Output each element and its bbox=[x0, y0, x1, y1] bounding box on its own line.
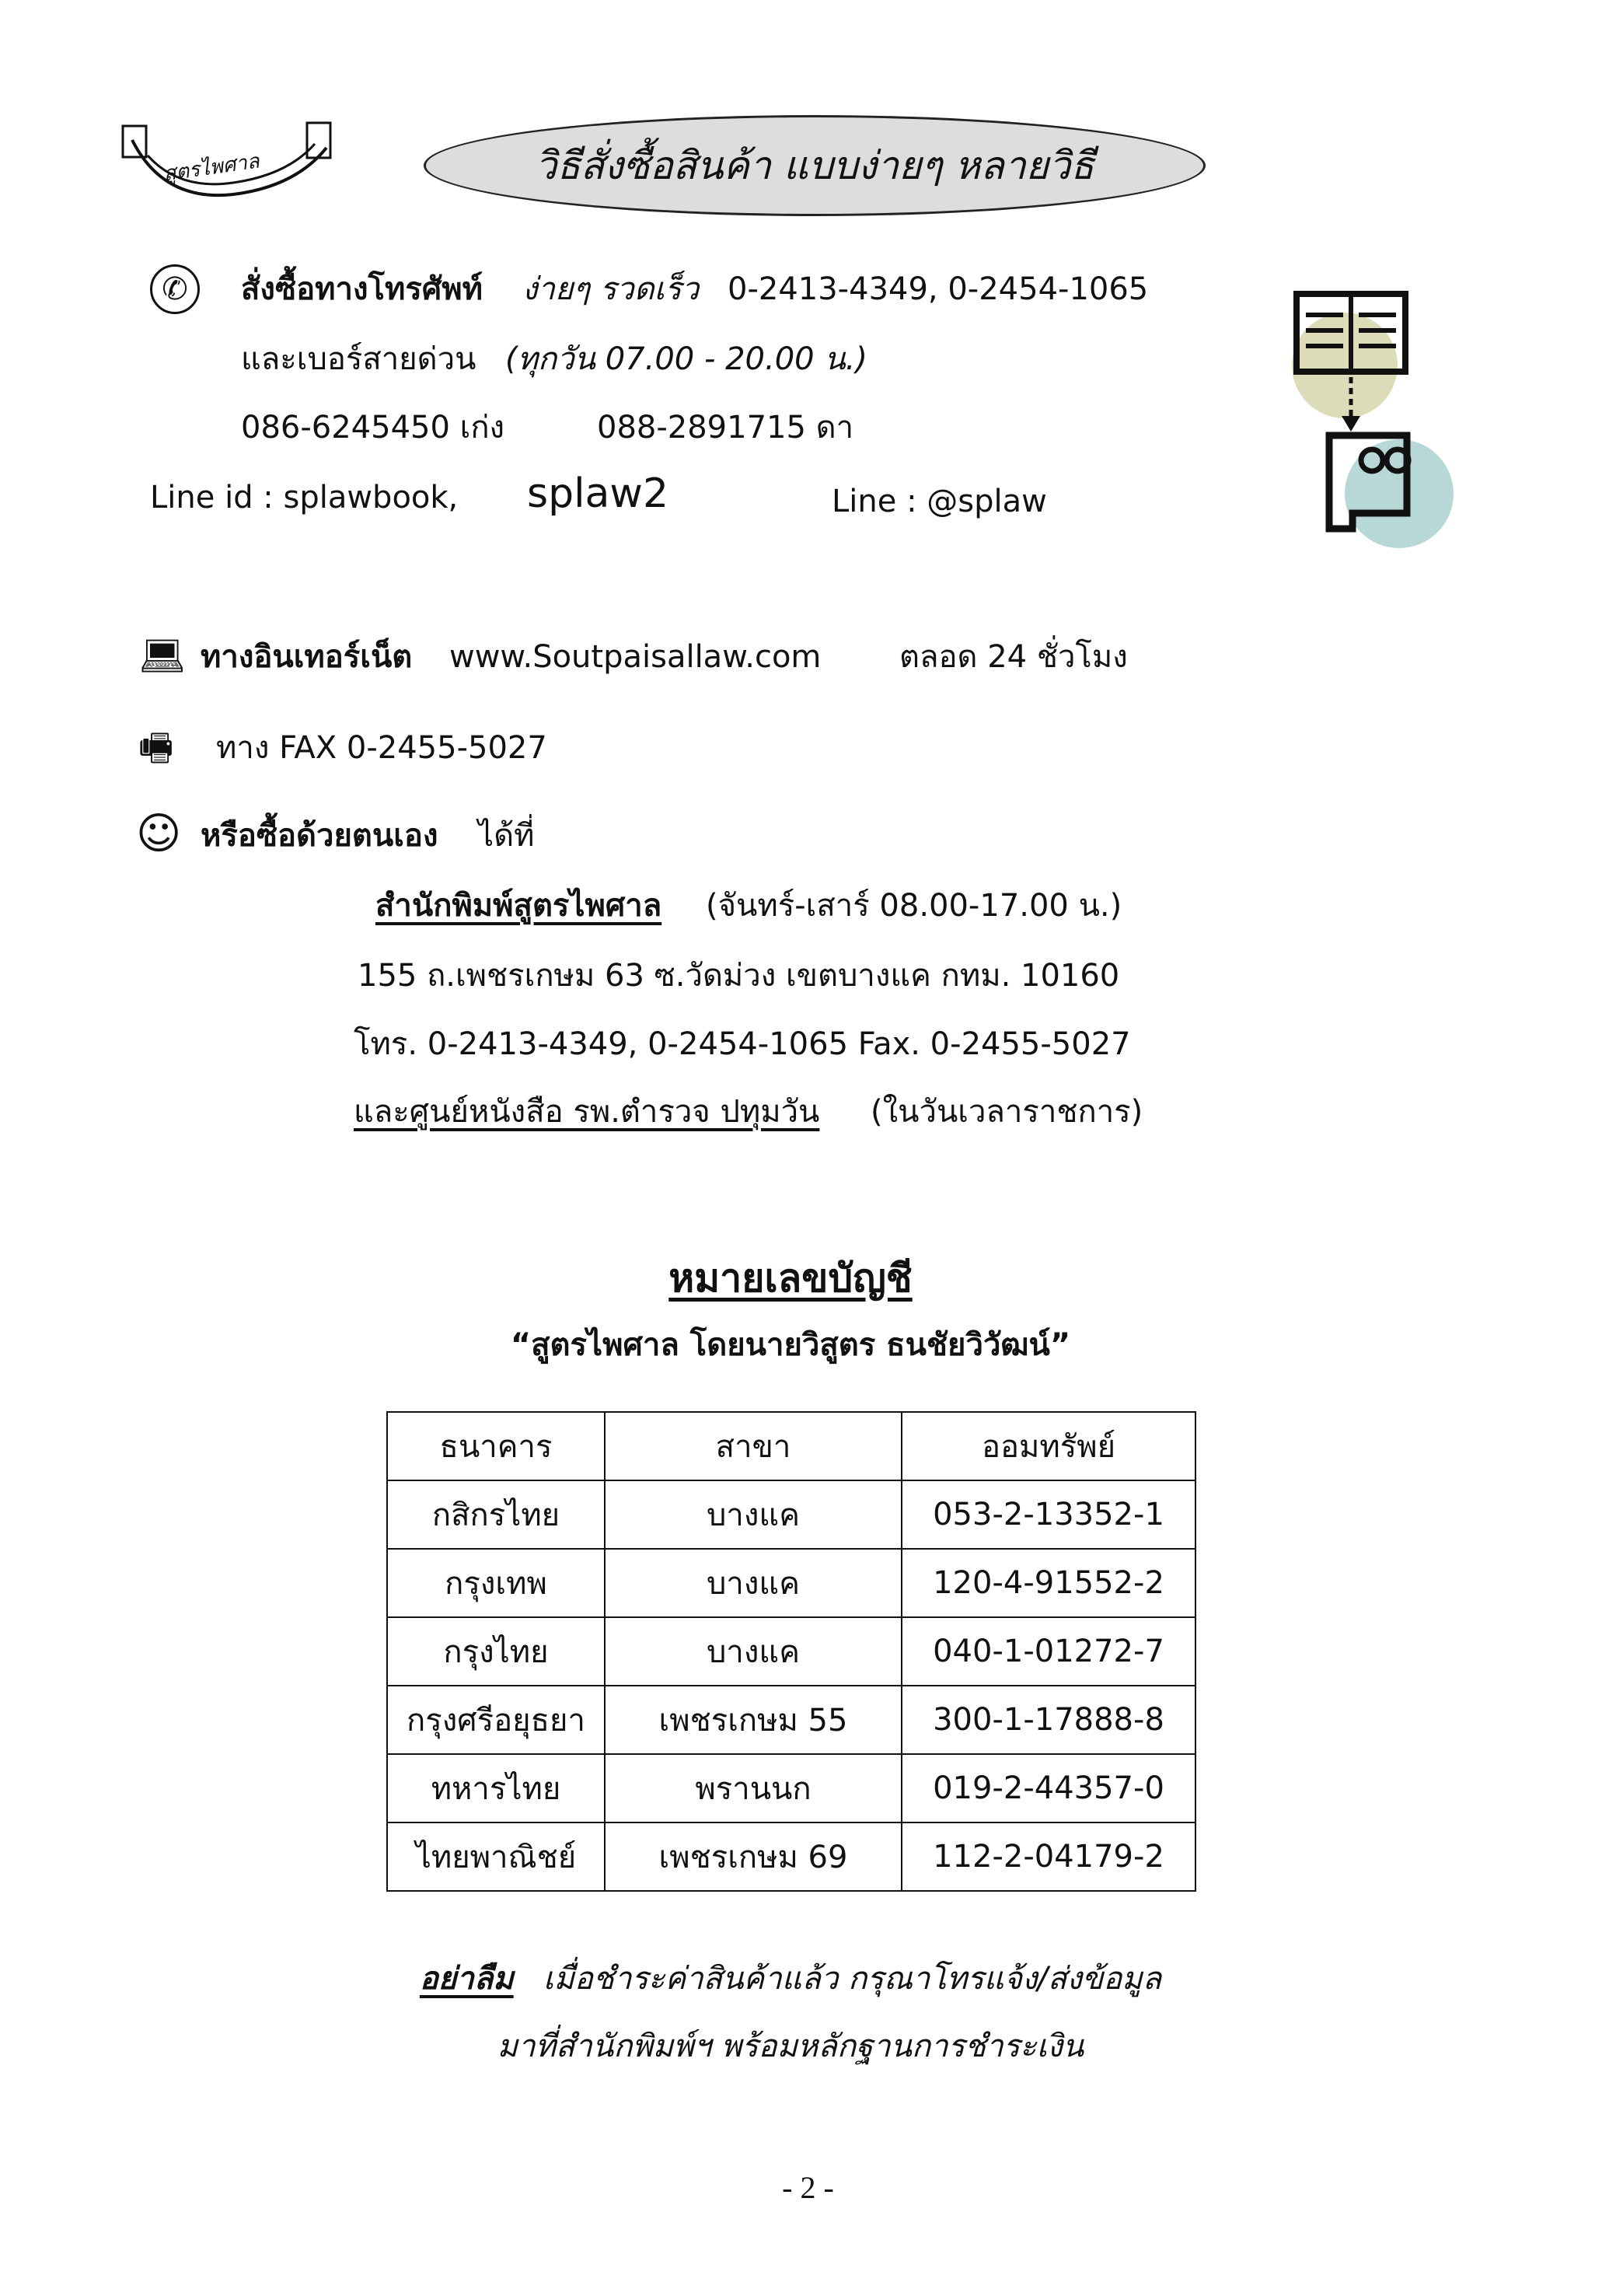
smiley-icon: ☺ bbox=[136, 809, 182, 859]
branch-cell: เพชรเกษม 69 bbox=[605, 1822, 902, 1891]
accounts-subtitle: “สูตรไพศาล โดยนายวิสูตร ธนชัยวิวัฒน์” bbox=[510, 1327, 1071, 1363]
branch-cell: บางแค bbox=[605, 1480, 902, 1549]
line-id-2: splaw2 bbox=[527, 470, 669, 517]
phone-icon: ✆ bbox=[150, 264, 200, 314]
line-id: Line id : splawbook, bbox=[150, 480, 459, 515]
phone-tagline: ง่ายๆ รวดเร็ว bbox=[522, 271, 700, 307]
fax-icon: 🖷 bbox=[138, 726, 174, 770]
branch-cell: เพชรเกษม 55 bbox=[605, 1686, 902, 1754]
table-row bbox=[387, 1480, 1195, 1549]
reminder-text-1: เมื่อชำระค่าสินค้าแล้ว กรุณาโทรแจ้ง/ส่งข้อมูล bbox=[543, 1961, 1162, 1997]
bookstore-name: และศูนย์หนังสือ รพ.ตำรวจ ปทุมวัน bbox=[354, 1094, 820, 1130]
branch-cell: พรานนก bbox=[605, 1754, 902, 1822]
reminder-line-1 bbox=[0, 1961, 1581, 1997]
bookstore-hours: (ในวันเวลาราชการ) bbox=[871, 1094, 1143, 1130]
bank-cell: กรุงไทย bbox=[387, 1617, 605, 1686]
account-cell: 053-2-13352-1 bbox=[902, 1480, 1195, 1549]
phone-numbers: 0-2413-4349, 0-2454-1065 bbox=[728, 271, 1149, 307]
header-branch: สาขา bbox=[605, 1412, 902, 1480]
branch-cell: บางแค bbox=[605, 1549, 902, 1617]
hotline-hours: (ทุกวัน 07.00 - 20.00 น.) bbox=[505, 341, 867, 377]
mobile-1: 086-6245450 เก่ง bbox=[241, 410, 505, 446]
title-banner bbox=[424, 115, 1206, 216]
table-row bbox=[387, 1754, 1195, 1822]
page-title: วิธีสั่งซื้อสินค้า แบบง่ายๆ หลายวิธี bbox=[535, 142, 1094, 188]
line-official: Line : @splaw bbox=[832, 484, 1047, 519]
bank-cell: ไทยพาณิชย์ bbox=[387, 1822, 605, 1891]
bank-cell: กสิกรไทย bbox=[387, 1480, 605, 1549]
reminder-label: อย่าลืม bbox=[419, 1961, 514, 1997]
account-cell: 300-1-17888-8 bbox=[902, 1686, 1195, 1754]
mobile-2: 088-2891715 ดา bbox=[597, 410, 854, 446]
publisher-name: สำนักพิมพ์สูตรไพศาล bbox=[375, 888, 662, 924]
self-heading: หรือซื้อด้วยตนเอง bbox=[201, 818, 438, 854]
internet-note: ตลอด 24 ชั่วโมง bbox=[899, 639, 1128, 675]
account-cell: 120-4-91552-2 bbox=[902, 1549, 1195, 1617]
bank-cell: กรุงศรีอยุธยา bbox=[387, 1686, 605, 1754]
computer-icon: 💻︎ bbox=[138, 634, 186, 678]
phone-heading: สั่งซื้อทางโทรศัพท์ bbox=[241, 271, 483, 307]
table-row bbox=[387, 1686, 1195, 1754]
fax-text: ทาง FAX 0-2455-5027 bbox=[216, 730, 547, 766]
branch-cell: บางแค bbox=[605, 1617, 902, 1686]
bank-cell: ทหารไทย bbox=[387, 1754, 605, 1822]
header-bank: ธนาคาร bbox=[387, 1412, 605, 1480]
table-row bbox=[387, 1617, 1195, 1686]
internet-heading: ทางอินเทอร์เน็ต bbox=[201, 639, 413, 675]
account-cell: 019-2-44357-0 bbox=[902, 1754, 1195, 1822]
account-cell: 040-1-01272-7 bbox=[902, 1617, 1195, 1686]
publisher-contact: โทร. 0-2413-4349, 0-2454-1065 Fax. 0-2455-5027 bbox=[354, 1026, 1131, 1062]
table-row bbox=[387, 1822, 1195, 1891]
hotline-label: และเบอร์สายด่วน bbox=[241, 341, 476, 377]
bank-cell: กรุงเทพ bbox=[387, 1549, 605, 1617]
publisher-hours: (จันทร์-เสาร์ 08.00-17.00 น.) bbox=[706, 888, 1122, 924]
accounts-heading: หมายเลขบัญชี bbox=[668, 1256, 913, 1301]
self-note: ได้ที่ bbox=[478, 818, 535, 854]
account-cell: 112-2-04179-2 bbox=[902, 1822, 1195, 1891]
book-reader-icon bbox=[1283, 288, 1454, 552]
table-row bbox=[387, 1549, 1195, 1617]
page-number: - 2 - bbox=[782, 2170, 834, 2205]
logo-text: สูตรไพศาล bbox=[162, 149, 261, 187]
reminder-line-2: มาที่สำนักพิมพ์ฯ พร้อมหลักฐานการชำระเงิน bbox=[497, 2029, 1084, 2064]
website-link[interactable]: www.Soutpaisallaw.com bbox=[449, 639, 822, 675]
header-savings: ออมทรัพย์ bbox=[902, 1412, 1195, 1480]
table-header-row bbox=[387, 1412, 1195, 1480]
publisher-address: 155 ถ.เพชรเกษม 63 ซ.วัดม่วง เขตบางแค กทม. 10160 bbox=[358, 958, 1120, 994]
bank-accounts-table bbox=[386, 1411, 1196, 1892]
